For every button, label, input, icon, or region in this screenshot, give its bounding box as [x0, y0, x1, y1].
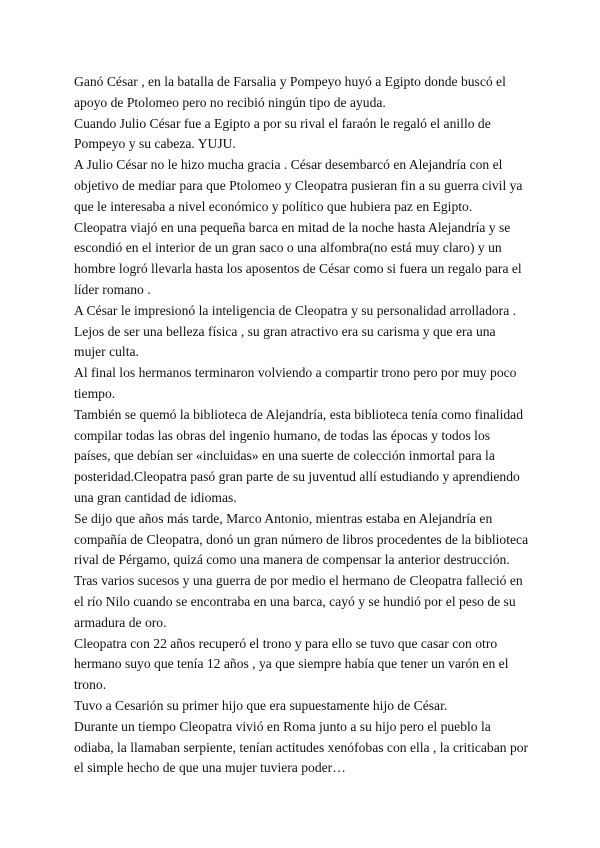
- paragraph: Cleopatra con 22 años recuperó el trono y para ello se tuvo que casar con otro hermano suyo que tenía 12 años , ya que siempre había que tener un varón en el trono.: [74, 635, 509, 693]
- paragraph: A Julio César no le hizo mucha gracia . César desembarcó en Alejandría con el objetivo de mediar para que Ptolomeo y Cleopatra pusieran fin a su guerra civil ya que le interesaba a nivel económico y político que hubiera paz en Egipto.: [74, 157, 523, 214]
- paragraph: Ganó César , en la batalla de Farsalia y Pompeyo huyó a Egipto donde buscó el apoyo de Ptolomeo pero no recibió ningún tipo de ayuda.: [74, 74, 506, 110]
- paragraph: A César le impresionó la inteligencia de Cleopatra y su personalidad arrolladora .: [74, 302, 517, 318]
- paragraph: También se quemó la biblioteca de Alejandría, esta biblioteca tenía como finalidad compilar todas las obras del ingenio humano, de todas las épocas y todos los países, que debían ser «incluidas» en una suerte de colección inmortal para la posteridad.Cleopatra pasó gran parte de su juventud allí estudiando y aprendiendo una gran cantidad de idiomas.: [74, 406, 523, 505]
- paragraph: Lejos de ser una belleza física , su gran atractivo era su carisma y que era una mujer culta.: [74, 323, 496, 360]
- document-body: [74, 72, 530, 779]
- paragraph: Tuvo a Cesarión su primer hijo que era supuestamente hijo de César.: [74, 697, 448, 713]
- paragraph: Tras varios sucesos y una guerra de por medio el hermano de Cleopatra falleció en el río Nilo cuando se encontraba en una barca, cayó y se hundió por el peso de su armadura de oro.: [74, 573, 523, 630]
- paragraph: Al final los hermanos terminaron volviendo a compartir trono pero por muy poco tiempo.: [74, 365, 517, 401]
- paragraph: Durante un tiempo Cleopatra vivió en Roma junto a su hijo pero el pueblo la odiaba, la llamaban serpiente, tenían actitudes xenófobas con ella , la criticaban por el simple hecho de que una mujer tuviera poder…: [74, 718, 529, 776]
- paragraph: Cleopatra viajó en una pequeña barca en mitad de la noche hasta Alejandría y se escondió en el interior de un gran saco o una alfombra(no está muy claro) y un hombre logró llevarla hasta los aposentos de César como si fuera un regalo para el líder romano .: [74, 219, 522, 297]
- paragraph: Cuando Julio César fue a Egipto a por su rival el faraón le regaló el anillo de Pompeyo y su cabeza. YUJU.: [74, 115, 491, 152]
- paragraph: Se dijo que años más tarde, Marco Antonio, mientras estaba en Alejandría en compañía de Cleopatra, donó un gran número de libros procedentes de la biblioteca rival de Pérgamo, quizá como una manera de compensar la anterior destrucción.: [74, 510, 529, 568]
